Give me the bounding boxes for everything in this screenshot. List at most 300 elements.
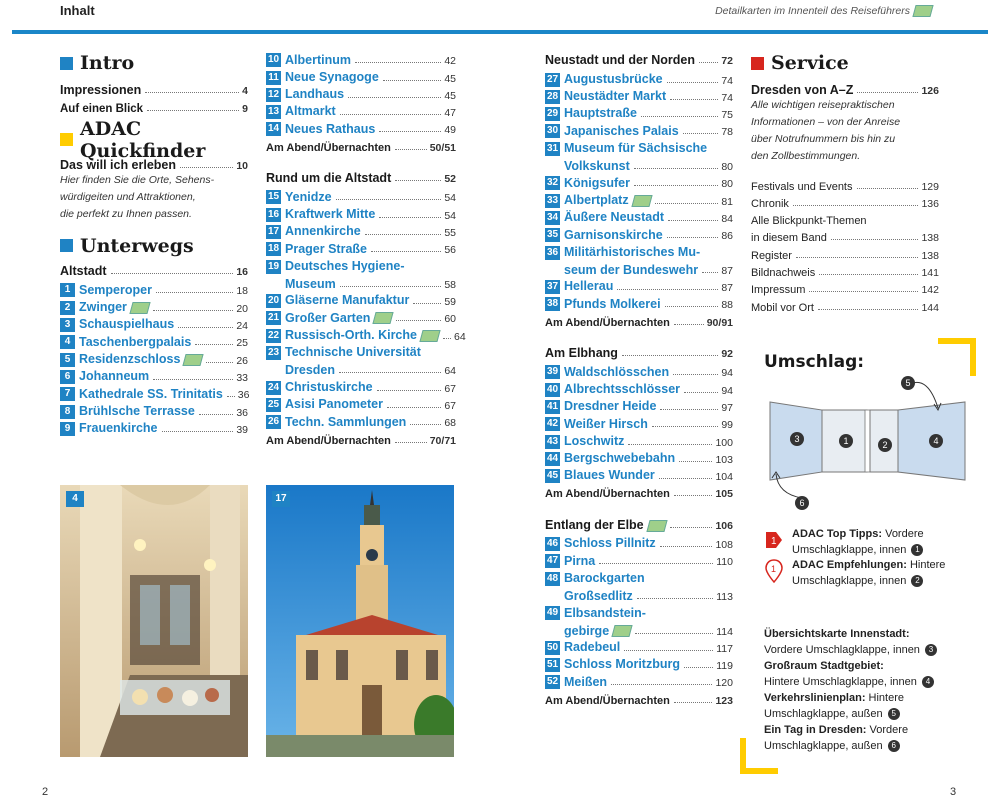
note-line: den Zollbestimmungen. — [751, 150, 861, 163]
legend-bold: ADAC Top Tipps: — [792, 528, 883, 540]
entry-label: Impressum — [751, 284, 806, 297]
entry-number: 3 — [60, 318, 75, 332]
entry-label: Technische Universität — [285, 345, 421, 360]
toc-entry[interactable] — [545, 294, 733, 311]
entry-page: 119 — [716, 660, 733, 673]
toc-column-1 — [60, 50, 248, 436]
entry-label: Albrechtsschlösser — [564, 381, 681, 396]
header-rule — [12, 30, 988, 34]
entry-label: Museum für Sächsische — [564, 141, 708, 156]
section-service — [751, 50, 939, 76]
square-icon — [60, 133, 73, 146]
toc-entry[interactable] — [545, 449, 733, 466]
entry-page: 64 — [453, 330, 466, 343]
map-icon — [183, 354, 204, 366]
toc-entry[interactable] — [60, 297, 248, 314]
entry-page: 16 — [236, 266, 248, 279]
flap-number-badge: 5 — [901, 376, 915, 390]
entry-label: Festivals und Events — [751, 180, 853, 193]
entry-page: 36 — [236, 406, 248, 419]
toc-entry[interactable] — [266, 187, 456, 204]
entry-page: 55 — [444, 226, 456, 239]
entry-number: 51 — [546, 659, 559, 671]
entry-page: 36 — [237, 389, 250, 402]
entry-page: 70/71 — [429, 434, 456, 447]
toc-entry[interactable] — [545, 397, 733, 414]
entry-label: Taschenbergpalais — [79, 334, 192, 349]
legend-bold: ADAC Empfehlungen: — [792, 559, 907, 571]
entry-page: 39 — [236, 423, 248, 436]
entry-label: Semperoper — [79, 282, 152, 297]
toc-entry[interactable] — [266, 102, 456, 119]
entry-number: 28 — [546, 90, 559, 102]
entry-number: 22 — [267, 329, 280, 341]
entry-page: 92 — [721, 348, 733, 361]
toc-entry[interactable] — [545, 343, 733, 360]
legend-empfehlungen — [792, 557, 945, 589]
entry-label: Schloss Pillnitz — [564, 536, 656, 551]
legend-text: Umschlagklappe, innen — [792, 575, 907, 587]
toc-entry[interactable] — [266, 256, 456, 291]
toc-entry[interactable] — [266, 85, 456, 102]
entry-label-cont: Museum — [285, 276, 336, 291]
toc-entry[interactable] — [545, 87, 733, 104]
toc-entry[interactable] — [266, 308, 456, 325]
entry-page: 68 — [444, 417, 456, 430]
toc-entry[interactable] — [266, 239, 456, 256]
entry-page: 97 — [721, 401, 733, 414]
entry-number: 25 — [267, 398, 280, 410]
toc-entry[interactable] — [266, 204, 456, 221]
legend-bold: Ein Tag in Dresden: — [764, 724, 867, 736]
entry-label: Chronik — [751, 197, 789, 210]
toc-entry[interactable] — [751, 175, 939, 192]
toc-entry[interactable] — [266, 67, 456, 84]
toc-entry[interactable] — [266, 136, 456, 153]
entry-number: 20 — [267, 295, 280, 307]
toc-entry[interactable] — [751, 296, 939, 313]
toc-entry[interactable] — [266, 412, 456, 429]
section-title: ADAC Quickfinder — [80, 117, 206, 162]
entry-page: 138 — [921, 232, 939, 245]
entry-number: 47 — [546, 555, 559, 567]
legend-text: Vordere — [882, 528, 924, 540]
number-badge: 2 — [911, 575, 923, 587]
entry-page: 103 — [715, 453, 733, 466]
entry-page: 64 — [444, 365, 456, 378]
entry-page: 81 — [721, 195, 733, 208]
entry-number: 2 — [60, 301, 75, 315]
entry-page: 25 — [236, 337, 248, 350]
toc-entry[interactable] — [545, 534, 733, 551]
entry-page: 78 — [721, 126, 733, 139]
entry-page: 49 — [444, 124, 456, 137]
entry-label-cont: Großsedlitz — [564, 588, 633, 603]
toc-entry[interactable] — [60, 97, 248, 114]
entry-number: 42 — [546, 418, 559, 430]
entry-number: 43 — [546, 435, 559, 447]
page-number-right: 3 — [950, 786, 957, 798]
section-unterwegs — [60, 233, 248, 259]
flap-number-badge: 6 — [795, 496, 809, 510]
note-line: Informationen – von der Anreise — [751, 116, 901, 129]
entry-number: 24 — [267, 381, 280, 393]
entry-number: 34 — [546, 211, 559, 223]
map-icon — [129, 302, 150, 314]
entry-label: Augustusbrücke — [564, 71, 663, 86]
entry-page: 59 — [444, 296, 456, 309]
entry-page: 74 — [721, 91, 733, 104]
entry-label: Am Abend/Übernachten — [266, 434, 391, 447]
entry-label: Blaues Wunder — [564, 468, 655, 483]
section-title: Unterwegs — [80, 234, 194, 257]
toc-entry[interactable] — [545, 414, 733, 431]
toc-entry[interactable] — [545, 655, 733, 672]
entry-number: 4 — [60, 335, 75, 349]
entry-page: 99 — [721, 419, 733, 432]
entry-label: Annenkirche — [285, 224, 361, 239]
entry-page: 54 — [444, 209, 456, 222]
toc-entry[interactable] — [60, 419, 248, 436]
entry-page: 45 — [444, 72, 456, 85]
entry-label: Prager Straße — [285, 241, 367, 256]
toc-entry[interactable] — [545, 69, 733, 86]
location-pin-icon — [764, 558, 784, 584]
entry-page: 114 — [716, 625, 733, 638]
entry-page: 87 — [721, 264, 733, 277]
entry-number: 29 — [546, 108, 559, 120]
entry-page: 113 — [716, 590, 733, 603]
entry-label: Neustädter Markt — [564, 89, 667, 104]
toc-entry[interactable] — [266, 429, 456, 446]
note-line: würdigeiten und Attraktionen, — [60, 190, 196, 203]
toc-entry[interactable] — [60, 315, 248, 332]
entry-label: Albertinum — [285, 52, 351, 67]
entry-label: Altstadt — [60, 264, 107, 279]
toc-entry[interactable] — [60, 80, 248, 97]
entry-page: 60 — [444, 313, 456, 326]
toc-entry[interactable] — [545, 277, 733, 294]
entry-page: 50/51 — [429, 141, 456, 154]
entry-page: 126 — [921, 85, 939, 98]
entry-label: Am Abend/Übernachten — [545, 316, 670, 329]
entry-page: 58 — [444, 278, 456, 291]
entry-label-cont: seum der Bundeswehr — [564, 262, 699, 277]
entry-label: Johanneum — [79, 369, 150, 384]
entry-label: Kathedrale SS. Trinitatis — [79, 386, 223, 401]
entry-number: 48 — [546, 572, 559, 584]
entry-label: Loschwitz — [564, 433, 625, 448]
entry-label: Auf einen Blick — [60, 102, 144, 115]
entry-page: 104 — [715, 471, 733, 484]
entry-label: Neustadt und der Norden — [545, 53, 696, 68]
entry-number: 35 — [546, 229, 559, 241]
umschlag-title: Umschlag: — [764, 352, 865, 372]
toc-entry[interactable] — [545, 379, 733, 396]
entry-label: Deutsches Hygiene- — [285, 258, 405, 273]
square-icon — [60, 239, 73, 252]
entry-page: 54 — [444, 192, 456, 205]
entry-label: Impressionen — [60, 83, 142, 98]
entry-page: 84 — [721, 212, 733, 225]
entry-label: Elbsandstein- — [564, 605, 646, 620]
entry-label: Zwinger — [79, 300, 127, 315]
toc-entry[interactable] — [751, 279, 939, 296]
toc-entry[interactable] — [60, 349, 248, 366]
map-icon — [373, 312, 394, 324]
entry-number: 44 — [546, 452, 559, 464]
entry-label: Pfunds Molkerei — [564, 296, 661, 311]
entry-label: Garnisonskirche — [564, 227, 663, 242]
toc-entry[interactable] — [266, 291, 456, 308]
entry-number: 50 — [546, 641, 559, 653]
legend-text: Hintere — [906, 559, 946, 571]
legend-bold: Übersichtskarte Innenstadt: — [764, 628, 910, 640]
toc-entry[interactable] — [545, 551, 733, 568]
entry-page: 87 — [721, 282, 733, 295]
entry-label-cont: Volkskunst — [564, 159, 630, 174]
toc-entry[interactable] — [60, 280, 248, 297]
toc-entry[interactable] — [751, 80, 939, 97]
entry-page: 42 — [444, 55, 456, 68]
entry-label: Am Abend/Übernachten — [266, 141, 391, 154]
entry-label: Bildnachweis — [751, 267, 816, 280]
section-title: Intro — [80, 52, 135, 74]
entry-number: 46 — [546, 538, 559, 550]
entry-page: 52 — [444, 173, 456, 186]
entry-label: Altmarkt — [285, 104, 336, 119]
top-tipp-icon — [764, 526, 784, 552]
entry-page: 75 — [721, 109, 733, 122]
entry-label: Hauptstraße — [564, 106, 637, 121]
toc-entry[interactable] — [545, 431, 733, 448]
toc-entry[interactable] — [266, 222, 456, 239]
toc-entry[interactable] — [266, 168, 456, 185]
entry-label: Landhaus — [285, 87, 345, 102]
toc-entry[interactable] — [545, 121, 733, 138]
entry-label: Militärhistorisches Mu- — [564, 244, 701, 259]
entry-page: 94 — [721, 367, 733, 380]
entry-label: Bergschwebebahn — [564, 451, 676, 466]
toc-entry[interactable] — [545, 311, 733, 328]
entry-page: 88 — [721, 299, 733, 312]
entry-page: 90/91 — [706, 316, 733, 329]
entry-page: 9 — [242, 102, 248, 115]
entry-number: 8 — [60, 405, 75, 419]
entry-number: 27 — [546, 73, 559, 85]
toc-entry[interactable] — [60, 401, 248, 418]
entry-page: 108 — [715, 539, 733, 552]
toc-entry[interactable] — [545, 50, 733, 67]
toc-entry[interactable] — [751, 244, 939, 261]
entry-page: 56 — [444, 244, 456, 257]
photo-annenkirche — [266, 485, 454, 757]
entry-number: 39 — [546, 366, 559, 378]
legend-bold: Großraum Stadtgebiet: — [764, 660, 884, 672]
toc-entry[interactable] — [545, 466, 733, 483]
entry-page: 106 — [715, 519, 733, 532]
toc-entry[interactable] — [545, 208, 733, 225]
service-note — [751, 97, 939, 165]
toc-entry[interactable] — [545, 242, 733, 277]
entry-page: 144 — [921, 301, 939, 314]
toc-entry[interactable] — [545, 104, 733, 121]
entry-label: Äußere Neustadt — [564, 210, 665, 225]
photo-badge: 17 — [272, 491, 290, 507]
entry-label: Dresden von A–Z — [751, 83, 854, 98]
entry-number: 9 — [60, 422, 75, 436]
toc-entry[interactable] — [266, 395, 456, 412]
flap-number-badge: 2 — [878, 438, 892, 452]
top-tipp-marker — [764, 526, 776, 556]
photo-badge: 4 — [66, 491, 84, 507]
toc-entry[interactable] — [60, 261, 248, 278]
entry-page: 86 — [721, 230, 733, 243]
entry-label: Residenzschloss — [79, 351, 181, 366]
entry-number: 26 — [267, 416, 280, 428]
entry-page: 10 — [236, 159, 248, 172]
entry-number: 36 — [546, 246, 559, 258]
entry-label: Waldschlösschen — [564, 364, 670, 379]
entry-label: Meißen — [564, 674, 608, 689]
page-number-left: 2 — [42, 786, 49, 798]
number-badge: 5 — [888, 708, 900, 720]
toc-entry[interactable] — [266, 119, 456, 136]
entry-number: 40 — [546, 383, 559, 395]
empfehlung-marker — [764, 558, 784, 588]
toc-entry[interactable] — [60, 367, 248, 384]
map-icon — [612, 625, 633, 637]
entry-label: Christuskirche — [285, 379, 373, 394]
entry-number: 31 — [546, 142, 559, 154]
flap-number-badge: 1 — [839, 434, 853, 448]
map-icon — [912, 5, 933, 17]
toc-entry[interactable] — [545, 173, 733, 190]
toc-entry[interactable] — [266, 325, 466, 343]
entry-label-cont: gebirge — [564, 623, 610, 638]
entry-number: 41 — [546, 400, 559, 412]
toc-entry[interactable] — [60, 384, 248, 401]
entry-label: Techn. Sammlungen — [285, 414, 407, 429]
square-icon — [751, 57, 764, 70]
toc-entry[interactable] — [545, 603, 733, 638]
entry-label: Entlang der Elbe — [545, 517, 644, 532]
note-line: über Notrufnummern bis hin zu — [751, 133, 896, 146]
toc-entry[interactable] — [545, 638, 733, 655]
toc-column-3 — [545, 50, 733, 707]
header-note — [715, 5, 932, 17]
entry-page: 117 — [716, 642, 733, 655]
entry-label-cont: Dresden — [285, 363, 336, 378]
toc-entry[interactable] — [751, 227, 939, 244]
toc-entry[interactable] — [751, 193, 939, 210]
entry-label: Alle Blickpunkt-Themen — [751, 215, 867, 228]
entry-page: 33 — [236, 371, 248, 384]
entry-label: Neue Synagoge — [285, 69, 379, 84]
entry-page: 138 — [921, 249, 939, 262]
legend-text: Hintere — [865, 692, 905, 704]
entry-page: 80 — [721, 178, 733, 191]
toc-entry[interactable] — [751, 210, 939, 227]
toc-entry[interactable] — [751, 262, 939, 279]
toc-entry[interactable] — [266, 50, 456, 67]
toc-entry[interactable] — [266, 343, 456, 378]
entry-number: 10 — [267, 54, 280, 66]
toc-entry[interactable] — [60, 332, 248, 349]
header-note-text: Detailkarten im Innenteil des Reiseführers — [715, 5, 910, 17]
entry-label: Neues Rathaus — [285, 121, 376, 136]
entry-page: 67 — [444, 399, 456, 412]
entry-number: 1 — [60, 283, 75, 297]
section-title: Service — [771, 52, 849, 74]
flap-number-badge: 4 — [929, 434, 943, 448]
toc-entry[interactable] — [545, 483, 733, 500]
entry-page: 129 — [921, 180, 939, 193]
entry-page: 120 — [715, 677, 733, 690]
entry-label: Schloss Moritzburg — [564, 657, 680, 672]
entry-label: Asisi Panometer — [285, 397, 383, 412]
number-badge: 4 — [922, 676, 934, 688]
toc-entry[interactable] — [545, 190, 733, 207]
toc-entry[interactable] — [545, 672, 733, 689]
entry-label: Am Abend/Übernachten — [545, 488, 670, 501]
entry-label: Am Elbhang — [545, 346, 618, 361]
number-badge: 1 — [911, 544, 923, 556]
entry-label: Gläserne Manufaktur — [285, 293, 410, 308]
toc-column-4 — [751, 50, 939, 314]
top-tipp-icon-digit: 1 — [771, 536, 777, 547]
running-header: Inhalt — [60, 3, 95, 18]
entry-number: 12 — [267, 88, 280, 100]
entry-page: 18 — [236, 285, 248, 298]
legend-text: Umschlagklappe, außen — [764, 708, 883, 720]
entry-label: Albertplatz — [564, 192, 629, 207]
entry-number: 17 — [267, 225, 280, 237]
toc-entry[interactable] — [545, 514, 733, 531]
toc-entry[interactable] — [545, 362, 733, 379]
entry-page: 67 — [444, 382, 456, 395]
entry-page: 136 — [921, 197, 939, 210]
entry-label: Japanisches Palais — [564, 123, 679, 138]
entry-number: 45 — [546, 470, 559, 482]
entry-label: Barockgarten — [564, 570, 645, 585]
entry-number: 23 — [267, 347, 280, 359]
location-pin-digit: 1 — [771, 564, 777, 574]
note-line: Hier finden Sie die Orte, Sehens- — [60, 173, 215, 186]
photo-church-image — [266, 485, 454, 757]
toc-entry[interactable] — [545, 225, 733, 242]
number-badge: 6 — [888, 740, 900, 752]
toc-entry[interactable] — [545, 689, 733, 706]
entry-label: Pirna — [564, 553, 596, 568]
entry-label: Frauenkirche — [79, 421, 158, 436]
entry-number: 38 — [546, 298, 559, 310]
toc-entry[interactable] — [545, 138, 733, 173]
entry-number: 15 — [267, 191, 280, 203]
toc-entry[interactable] — [545, 568, 733, 603]
entry-label: Russisch-Orth. Kirche — [285, 328, 417, 343]
map-icon — [419, 330, 440, 342]
legend-text: Umschlagklappe, außen — [764, 740, 883, 752]
note-line: die perfekt zu Ihnen passen. — [60, 207, 192, 220]
toc-column-2 — [266, 50, 466, 447]
number-badge: 3 — [925, 644, 937, 656]
entry-number: 13 — [267, 106, 280, 118]
entry-page: 45 — [444, 89, 456, 102]
entry-number: 18 — [267, 243, 280, 255]
toc-entry[interactable] — [266, 377, 456, 394]
entry-number: 30 — [546, 125, 559, 137]
